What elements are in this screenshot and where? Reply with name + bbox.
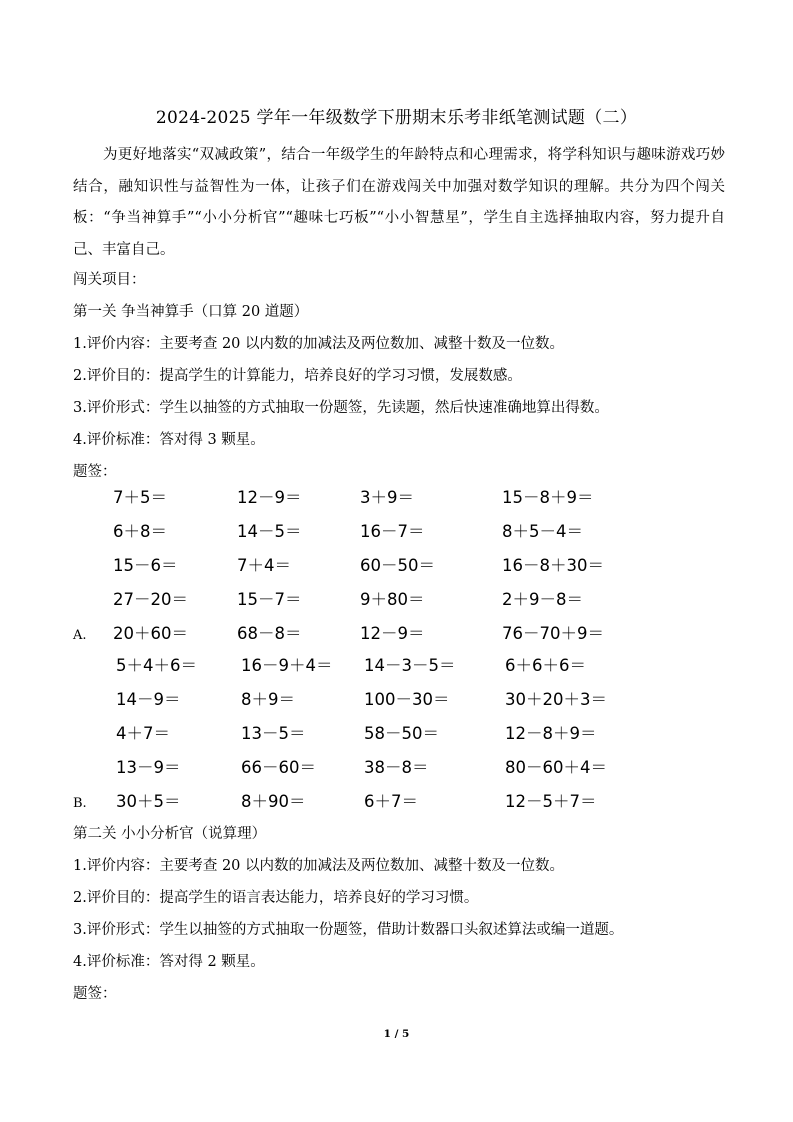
level2-form: 3.评价形式：学生以抽签的方式抽取一份题签，借助计数器口头叙述算法或编一道题。 bbox=[73, 922, 624, 938]
set-a-label: A. bbox=[73, 628, 87, 643]
question-row bbox=[113, 788, 603, 818]
question-item: 12－5＋7＝ bbox=[505, 792, 597, 811]
question-row bbox=[113, 720, 603, 750]
question-item: 8＋9＝ bbox=[241, 690, 295, 709]
set-b-label: B. bbox=[73, 796, 87, 811]
level1-form: 3.评价形式：学生以抽签的方式抽取一份题签，先读题，然后快速准确地算出得数。 bbox=[73, 400, 609, 416]
question-item: 7＋4＝ bbox=[237, 556, 291, 575]
question-item: 100－30＝ bbox=[364, 690, 450, 709]
level1-purpose: 2.评价目的：提高学生的计算能力，培养良好的学习习惯，发展数感。 bbox=[73, 368, 522, 384]
question-item: 8＋90＝ bbox=[241, 792, 306, 811]
level1-tag-label: 题签： bbox=[73, 464, 117, 480]
question-item: 15－6＝ bbox=[113, 556, 178, 575]
question-item: 15－8＋9＝ bbox=[502, 488, 594, 507]
level1-standard: 4.评价标准：答对得 3 颗星。 bbox=[73, 432, 265, 448]
question-item: 14－3－5＝ bbox=[364, 656, 456, 675]
level2-tag-label: 题签： bbox=[73, 986, 117, 1002]
intro-paragraph: 为更好地落实“双减政策”，结合一年级学生的年龄特点和心理需求，将学科知识与趣味游戏巧妙结合，融知识性与益智性为一体，让孩子们在游戏闯关中加强对数学知识的理解。共分为四个闯关板：“争当神算手”“小小分析官”“趣味七巧板”“小小智慧星”，学生自主选择抽取内容，努力提升自己、丰富自己。 bbox=[73, 147, 725, 258]
question-item: 6＋7＝ bbox=[364, 792, 418, 811]
question-item: 6＋6＋6＝ bbox=[505, 656, 586, 675]
question-item: 14－9＝ bbox=[116, 690, 181, 709]
question-row bbox=[113, 484, 603, 514]
question-row bbox=[113, 620, 603, 650]
question-item: 6＋8＝ bbox=[113, 522, 167, 541]
question-item: 27－20＝ bbox=[113, 590, 188, 609]
question-row bbox=[113, 652, 603, 682]
question-item: 60－50＝ bbox=[360, 556, 435, 575]
question-item: 12－9＝ bbox=[360, 624, 425, 643]
level2-heading: 第二关 小小分析官（说算理） bbox=[73, 826, 267, 842]
question-item: 76－70＋9＝ bbox=[502, 624, 604, 643]
question-item: 8＋5－4＝ bbox=[502, 522, 583, 541]
level1-heading: 第一关 争当神算手（口算 20 道题） bbox=[73, 304, 309, 320]
question-item: 20＋60＝ bbox=[113, 624, 188, 643]
page-number: 1 / 5 bbox=[383, 1028, 410, 1040]
question-item: 66－60＝ bbox=[241, 758, 316, 777]
question-item: 68－8＝ bbox=[237, 624, 302, 643]
question-item: 2＋9－8＝ bbox=[502, 590, 583, 609]
question-item: 38－8＝ bbox=[364, 758, 429, 777]
question-item: 16－9＋4＝ bbox=[241, 656, 333, 675]
question-item: 12－9＝ bbox=[237, 488, 302, 507]
question-item: 9＋80＝ bbox=[360, 590, 425, 609]
question-item: 13－9＝ bbox=[116, 758, 181, 777]
question-item: 3＋9＝ bbox=[360, 488, 414, 507]
question-item: 30＋5＝ bbox=[116, 792, 181, 811]
question-item: 5＋4＋6＝ bbox=[116, 656, 197, 675]
question-row bbox=[113, 586, 603, 616]
question-row bbox=[113, 552, 603, 582]
question-item: 16－7＝ bbox=[360, 522, 425, 541]
question-item: 14－5＝ bbox=[237, 522, 302, 541]
question-row bbox=[113, 686, 607, 716]
question-row bbox=[113, 754, 607, 784]
question-item: 58－50＝ bbox=[364, 724, 439, 743]
question-item: 4＋7＝ bbox=[116, 724, 170, 743]
level2-purpose: 2.评价目的：提高学生的语言表达能力，培养良好的学习习惯。 bbox=[73, 890, 479, 906]
level1-content: 1.评价内容：主要考查 20 以内数的加减法及两位数加、减整十数及一位数。 bbox=[73, 336, 565, 352]
level2-standard: 4.评价标准：答对得 2 颗星。 bbox=[73, 954, 265, 970]
question-item: 7＋5＝ bbox=[113, 488, 167, 507]
level2-content: 1.评价内容：主要考查 20 以内数的加减法及两位数加、减整十数及一位数。 bbox=[73, 858, 565, 874]
question-item: 12－8＋9＝ bbox=[505, 724, 597, 743]
question-item: 13－5＝ bbox=[241, 724, 306, 743]
question-item: 16－8＋30＝ bbox=[502, 556, 604, 575]
question-item: 80－60＋4＝ bbox=[505, 758, 607, 777]
question-row bbox=[113, 518, 603, 548]
project-label: 闯关项目： bbox=[73, 272, 146, 288]
question-item: 15－7＝ bbox=[237, 590, 302, 609]
page-title: 2024-2025 学年一年级数学下册期末乐考非纸笔测试题（二） bbox=[155, 108, 638, 128]
question-item: 30＋20＋3＝ bbox=[505, 690, 607, 709]
